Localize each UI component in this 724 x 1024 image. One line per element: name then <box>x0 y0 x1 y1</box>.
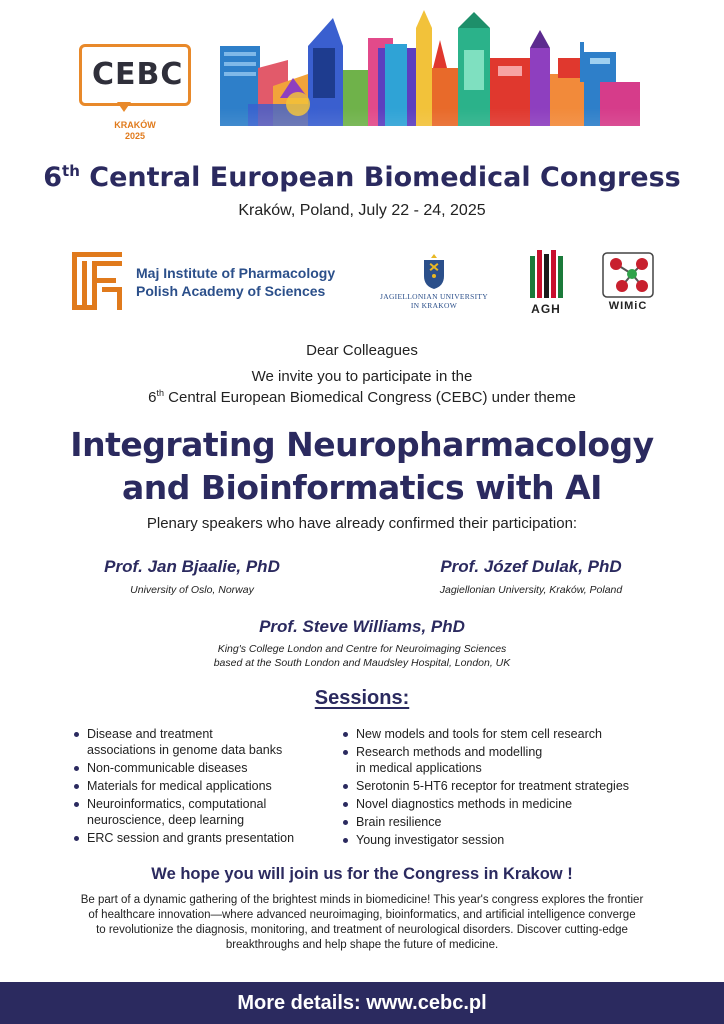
congress-theme <box>0 423 724 509</box>
ju-name-line2: IN KRAKOW <box>410 301 458 310</box>
speaker-name: Prof. Steve Williams, PhD <box>259 617 465 636</box>
session-item <box>343 778 673 794</box>
agh-label: AGH <box>531 302 561 316</box>
logo-year: 2025 <box>124 131 146 141</box>
agh-logo <box>524 250 568 318</box>
greeting: Dear Colleagues <box>306 342 418 359</box>
cebc-logo <box>79 44 191 144</box>
ju-name <box>372 292 496 310</box>
logo-city: KRAKÓW <box>114 120 156 130</box>
session-item-line1: Disease and treatment <box>87 727 213 741</box>
wimic-molecule-icon <box>602 252 654 298</box>
congress-date-location: Kraków, Poland, July 22 - 24, 2025 <box>238 202 486 219</box>
sessions-list-right <box>343 726 673 850</box>
jagiellonian-university-logo <box>372 252 496 316</box>
session-item-line1: ERC session and grants presentation <box>87 831 295 845</box>
session-item-line1: Serotonin 5-HT6 receptor for treatment strategies <box>356 779 630 793</box>
description-line4: breakthroughs and help shape the future of medicine. <box>225 939 499 951</box>
logo-location <box>79 120 191 142</box>
title-text: Central European Biomedical Congress <box>79 162 681 193</box>
theme-line2: and Bioinformatics with AI <box>122 468 602 507</box>
maj-institute-name <box>136 264 335 300</box>
session-item-line1: Novel diagnostics methods in medicine <box>356 797 573 811</box>
ju-name-line1: JAGIELLONIAN UNIVERSITY <box>380 292 488 301</box>
congress-description <box>46 893 678 953</box>
closing-invitation: We hope you will join us for the Congress in Krakow ! <box>151 865 573 883</box>
description-line2: of healthcare innovation—where advanced neuroimaging, bioinformatics, and artificial intelligence converge <box>88 909 636 921</box>
theme-line1: Integrating Neuropharmacology <box>70 425 654 464</box>
speaker-affiliation-line1: King's College London and Centre for Neuroimaging Sciences <box>217 643 507 655</box>
invitation-line2 <box>0 388 724 406</box>
session-item <box>343 726 673 742</box>
invitation-line1: We invite you to participate in the <box>251 368 473 385</box>
session-item-line1: Research methods and modelling <box>356 745 543 759</box>
title-number: 6 <box>43 162 63 193</box>
maj-institute-logo-icon <box>72 252 122 310</box>
description-line1: Be part of a dynamic gathering of the brightest minds in biomedicine! This year's congress explores the frontier <box>80 894 644 906</box>
krakow-skyline-illustration <box>218 8 642 166</box>
invitation-number: 6 <box>148 389 157 406</box>
description-line3: to revolutionize the diagnosis, monitoring, and treatment of neurological disorders. Discover cutting-edge <box>96 924 628 936</box>
ju-crest-icon <box>422 252 446 290</box>
session-item-line1: Young investigator session <box>356 833 505 847</box>
session-item-line1: Brain resilience <box>356 815 442 829</box>
invitation-line2-text: Central European Biomedical Congress (CEBC) under theme <box>163 389 576 406</box>
logo-text: CEBC <box>92 57 184 92</box>
session-item-line1: Non-communicable diseases <box>87 761 248 775</box>
sessions-title <box>0 687 724 710</box>
maj-institute-line2: Polish Academy of Sciences <box>136 283 326 299</box>
wimic-logo <box>600 252 656 314</box>
more-details-link[interactable]: More details: www.cebc.pl <box>237 992 487 1014</box>
speaker-name: Prof. Józef Dulak, PhD <box>440 557 622 576</box>
speaker-affiliation <box>142 642 582 670</box>
title-ordinal: th <box>62 162 80 180</box>
wimic-label: WIMiC <box>608 300 648 312</box>
session-item-line1: New models and tools for stem cell research <box>356 727 602 741</box>
session-item <box>343 832 673 848</box>
sessions-list-left <box>74 726 324 848</box>
invitation-ordinal: th <box>156 388 164 398</box>
speaker-affiliation: University of Oslo, Norway <box>130 584 254 596</box>
session-item <box>343 796 673 812</box>
logo-speech-bubble <box>79 44 191 106</box>
sessions-title-text: Sessions: <box>314 687 410 709</box>
agh-emblem-icon <box>528 250 564 300</box>
session-item <box>343 814 673 830</box>
maj-institute-line1: Maj Institute of Pharmacology <box>136 265 336 281</box>
session-item <box>74 830 324 846</box>
congress-title <box>0 162 724 193</box>
session-item-line1: Materials for medical applications <box>87 779 272 793</box>
session-item <box>74 778 324 794</box>
session-item-line2: associations in genome data banks <box>87 743 283 757</box>
speaker-name: Prof. Jan Bjaalie, PhD <box>104 557 280 576</box>
session-item <box>74 726 324 758</box>
speaker-affiliation: Jagiellonian University, Kraków, Poland <box>439 584 623 596</box>
footer-banner <box>0 982 724 1024</box>
session-item <box>74 760 324 776</box>
session-item <box>343 744 673 776</box>
plenary-intro: Plenary speakers who have already confirmed their participation: <box>146 515 578 532</box>
session-item-line1: Neuroinformatics, computational <box>87 797 267 811</box>
session-item-line2: neuroscience, deep learning <box>87 813 245 827</box>
speaker-affiliation-line2: based at the South London and Maudsley Hospital, London, UK <box>213 657 511 669</box>
logo-bubble-tail <box>117 102 131 112</box>
session-item <box>74 796 324 828</box>
session-item-line2: in medical applications <box>356 761 482 775</box>
